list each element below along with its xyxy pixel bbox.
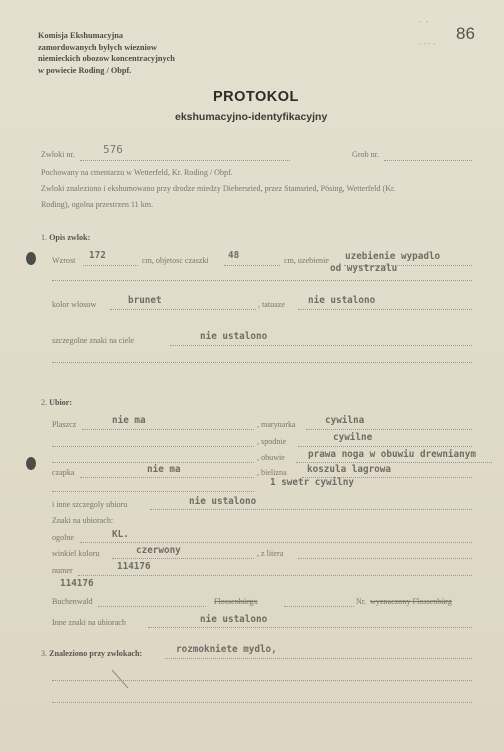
commission-header-line-3: niemieckich obozow koncentracyjnych: [38, 54, 175, 63]
pencil-tick-mark: [108, 668, 132, 692]
dotted-line: [83, 265, 138, 266]
hair-color-value: brunet: [128, 295, 162, 306]
trousers-value: cywilne: [333, 432, 373, 443]
document-subtitle: ekshumacyjno-identyfikacyjny: [175, 111, 328, 123]
grave-number-label: Grob nr.: [352, 150, 379, 159]
section-2-heading: [41, 398, 72, 407]
camp-nr-label: Nr.: [356, 597, 367, 606]
dotted-line: [224, 265, 280, 266]
height-value: 172: [89, 250, 106, 261]
tattoo-label: , tatuaze: [258, 300, 285, 309]
hair-color-label: kolor wlosow: [52, 300, 97, 309]
shoes-label: , obuwie: [257, 453, 285, 462]
other-marks-label: Inne znaki na ubiorach: [52, 618, 126, 627]
corpse-number-label: Zwloki nr.: [41, 150, 75, 159]
section-1-number: 1.: [41, 233, 48, 242]
found-items-value: rozmokniete mydlo,: [176, 644, 277, 655]
dotted-line: [296, 462, 492, 463]
jacket-label: , marynarka: [257, 420, 296, 429]
general-marks-value: KL.: [112, 529, 129, 540]
cap-label: czapka: [52, 468, 75, 477]
section-3-number: 3.: [41, 649, 48, 658]
underwear-label: , bielizna: [257, 468, 287, 477]
section-2-title: Ubior:: [49, 398, 73, 407]
coat-value: nie ma: [112, 415, 146, 426]
height-unit-label: cm, objetosc czaszki: [142, 256, 209, 265]
punch-hole: [26, 457, 36, 470]
dotted-line: [148, 627, 472, 628]
dotted-line: [112, 558, 254, 559]
punch-hole: [26, 252, 36, 265]
dotted-line: [384, 160, 472, 161]
section-1-title: Opis zwlok:: [49, 233, 91, 242]
section-3-title: Znaleziono przy zwlokach:: [49, 649, 143, 658]
section-2-number: 2.: [41, 398, 48, 407]
dotted-line: [52, 446, 254, 447]
camp-label: Buchenwald: [52, 597, 93, 606]
shoes-value: prawa noga w obuwiu drewnianym: [308, 449, 476, 460]
skull-value: 48: [228, 250, 240, 261]
trousers-label: , spodnie: [257, 437, 287, 446]
dotted-line: [298, 558, 472, 559]
commission-header-line-4: w powiecie Roding / Obpf.: [38, 66, 132, 75]
dotted-line: [80, 542, 472, 543]
found-location-line-2: Roding), ogolna przestrzen 11 km.: [41, 200, 154, 209]
prisoner-number-label: numer: [52, 566, 73, 575]
pencil-mark: - - - -: [419, 40, 436, 48]
clothing-marks-label: Znaki na ubiorach:: [52, 516, 114, 525]
burial-place-text: Pochowany na cmentarzu w Wetterfeld, Kr. Roding / Obpf.: [41, 168, 233, 177]
coat-label: Plaszcz: [52, 420, 77, 429]
section-1-heading: [41, 233, 90, 242]
found-location-line-1: Zwloki znaleziono i ekshumowano przy drodze miedzy Diebersried, przez Stamsried, Pösing, Wetterfeld (Kr.: [41, 184, 396, 193]
other-marks-value: nie ustalono: [200, 614, 268, 625]
jacket-value: cywilna: [325, 415, 365, 426]
dotted-line: [150, 509, 472, 510]
cap-value: nie ma: [147, 464, 181, 475]
document-title: PROTOKOL: [213, 89, 299, 105]
dotted-line: [52, 491, 254, 492]
dotted-line: [80, 477, 254, 478]
page-number: 86: [456, 24, 475, 43]
height-label: Wzrost: [52, 256, 76, 265]
camp-nr-struck-text: wyznaczony Flossenbürg: [370, 597, 452, 606]
dotted-line: [52, 462, 254, 463]
dotted-line: [298, 446, 472, 447]
dotted-line: [165, 658, 472, 659]
dotted-line: [52, 362, 472, 363]
dotted-line: [52, 702, 472, 703]
underwear-value-line-1: koszula lagrowa: [307, 464, 391, 475]
skull-unit-label: cm, uzebienie: [284, 256, 329, 265]
letter-label: , z litera: [257, 549, 284, 558]
dotted-line: [170, 345, 472, 346]
commission-header-line-2: zamordowanych bylych wiezniow: [38, 43, 157, 52]
other-clothing-value: nie ustalono: [189, 496, 257, 507]
commission-header-line-1: Komisja Ekshumacyjna: [38, 31, 124, 40]
dotted-line: [82, 429, 254, 430]
underwear-value-line-2: 1 swetr cywilny: [270, 477, 354, 488]
dotted-line: [306, 429, 472, 430]
body-marks-label: szczegolne znaki na ciele: [52, 336, 135, 345]
handwritten-number: 114176: [60, 578, 94, 589]
teeth-value-line-2: od wystrzalu: [330, 263, 398, 274]
triangle-color-label: winkiel koloru: [52, 549, 100, 558]
triangle-color-value: czerwony: [136, 545, 181, 556]
dotted-line: [110, 309, 256, 310]
pencil-mark: - -: [419, 18, 429, 26]
dotted-line: [98, 606, 206, 607]
dotted-line: [52, 280, 472, 281]
general-marks-label: ogolne: [52, 533, 75, 542]
section-3-heading: [41, 649, 142, 658]
camp-struck-text: Flossenbürgx: [214, 597, 258, 606]
body-marks-value: nie ustalono: [200, 331, 268, 342]
other-clothing-label: i inne szczegoly ubioru: [52, 500, 128, 509]
dotted-line: [284, 606, 354, 607]
dotted-line: [78, 575, 472, 576]
corpse-number-value: 576: [103, 143, 123, 156]
tattoo-value: nie ustalono: [308, 295, 376, 306]
teeth-value-line-1: uzebienie wypadlo: [345, 251, 441, 262]
prisoner-number-value: 114176: [117, 561, 151, 572]
dotted-line: [298, 309, 472, 310]
dotted-line: [80, 160, 290, 161]
